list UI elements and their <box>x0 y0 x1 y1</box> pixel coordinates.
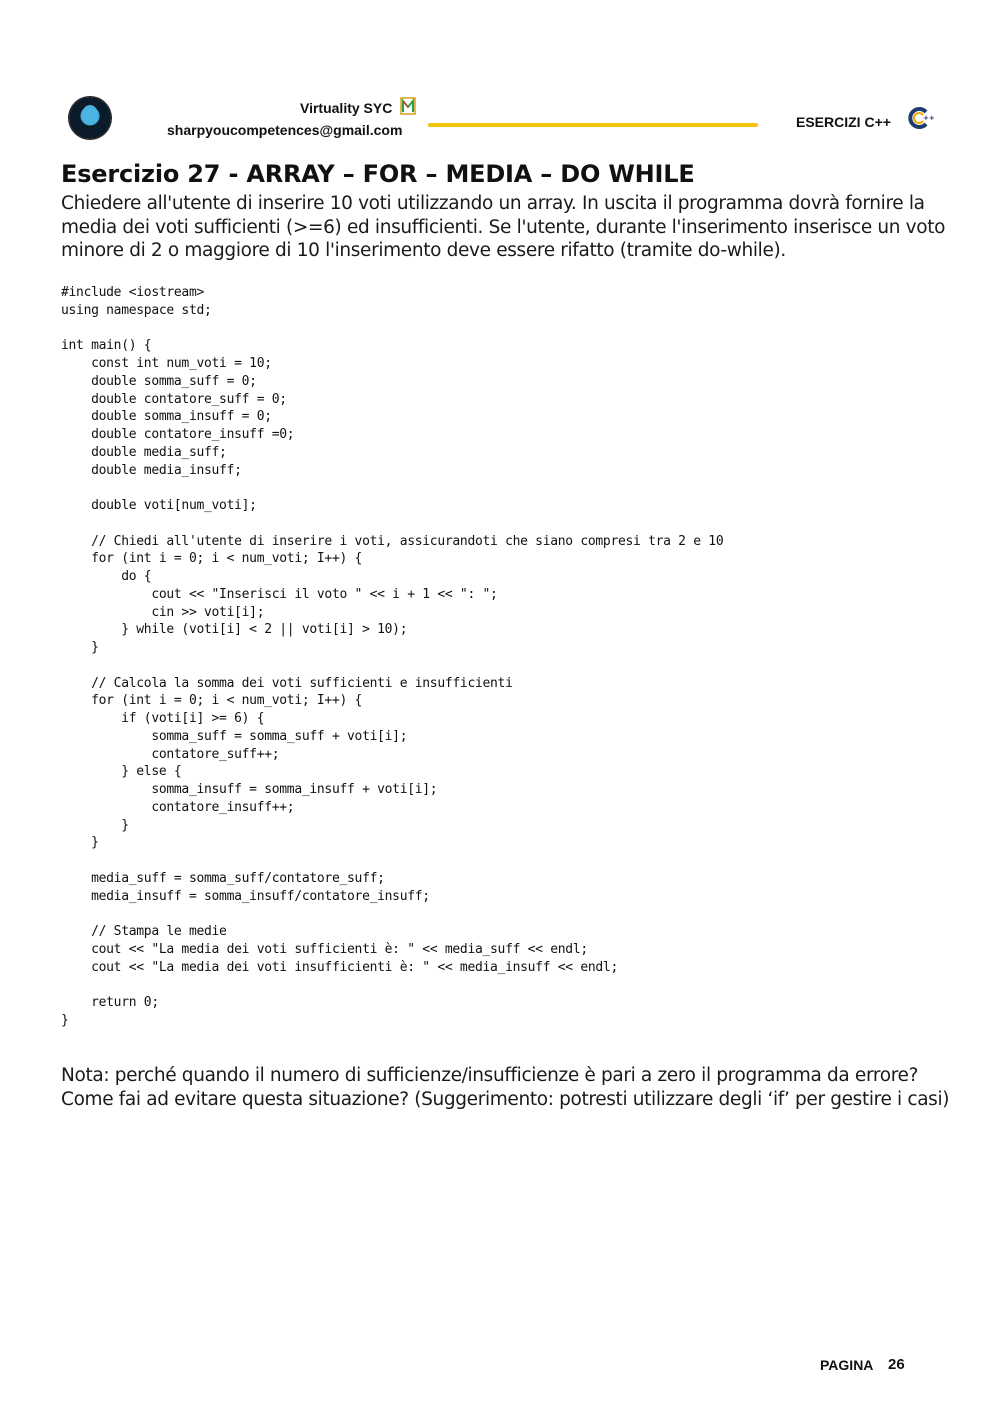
code-listing: #include <iostream> using namespace std; int main() { const int num_voti = 10; double somma_suff = 0; double contatore_suff = 0; double somma_insuff = 0; double contatore_insuff =0; double media_suff; double media_insuff; double voti[num_voti]; // Chiedi all'utente di inserire i voti, assicurandoti che siano compresi tra 2 e 10 for (int i = 0; i < num_voti; I++) { do { cout << "Inserisci il voto " << i + 1 << ": "; cin >> voti[i]; } while (voti[i] < 2 || voti[i] > 10); } // Calcola la somma dei voti sufficienti e insufficienti for (int i = 0; i < num_voti; I++) { if (voti[i] >= 6) { somma_suff = somma_suff + voti[i]; contatore_suff++; } else { somma_insuff = somma_insuff + voti[i]; contatore_insuff++; } } media_suff = somma_suff/contatore_suff; media_insuff = somma_insuff/contatore_insuff; // Stampa le medie cout << "La media dei voti sufficienti è: " << media_suff << endl; cout << "La media dei voti insufficienti è: " << media_insuff << endl; return 0; } <box>61 285 724 1028</box>
exercise-note: Nota: perché quando il numero di sufficienze/insufficienze è pari a zero il programma da errore? Come fai ad evitare questa situazione? (Suggerimento: potresti utilizzare degli ‘if’ per gestire i casi) <box>61 1065 950 1110</box>
svg-text:++: ++ <box>923 114 935 122</box>
header-rule <box>428 123 758 127</box>
page-label: PAGINA <box>820 1357 874 1373</box>
contact-email: sharpyoucompetences@gmail.com <box>167 122 403 138</box>
exercise-description: Chiedere all'utente di inserire 10 voti utilizzando un array. In uscita il programma dovrà fornire la media dei voti sufficienti (>=6) ed insufficienti. Se l'utente, durante l'inserimento inserisce un voto minore di 2 o maggiore di 10 l'inserimento deve essere rifatto (tramite do-while). <box>61 193 946 261</box>
cpp-logo-icon <box>907 106 933 130</box>
brand-logo-icon <box>400 97 416 115</box>
page-number: 26 <box>888 1356 905 1373</box>
series-label: ESERCIZI C++ <box>796 114 891 130</box>
avatar-icon <box>69 97 111 139</box>
exercise-title: Esercizio 27 - ARRAY – FOR – MEDIA – DO WHILE <box>61 160 695 188</box>
brand-name: Virtuality SYC <box>300 100 393 116</box>
